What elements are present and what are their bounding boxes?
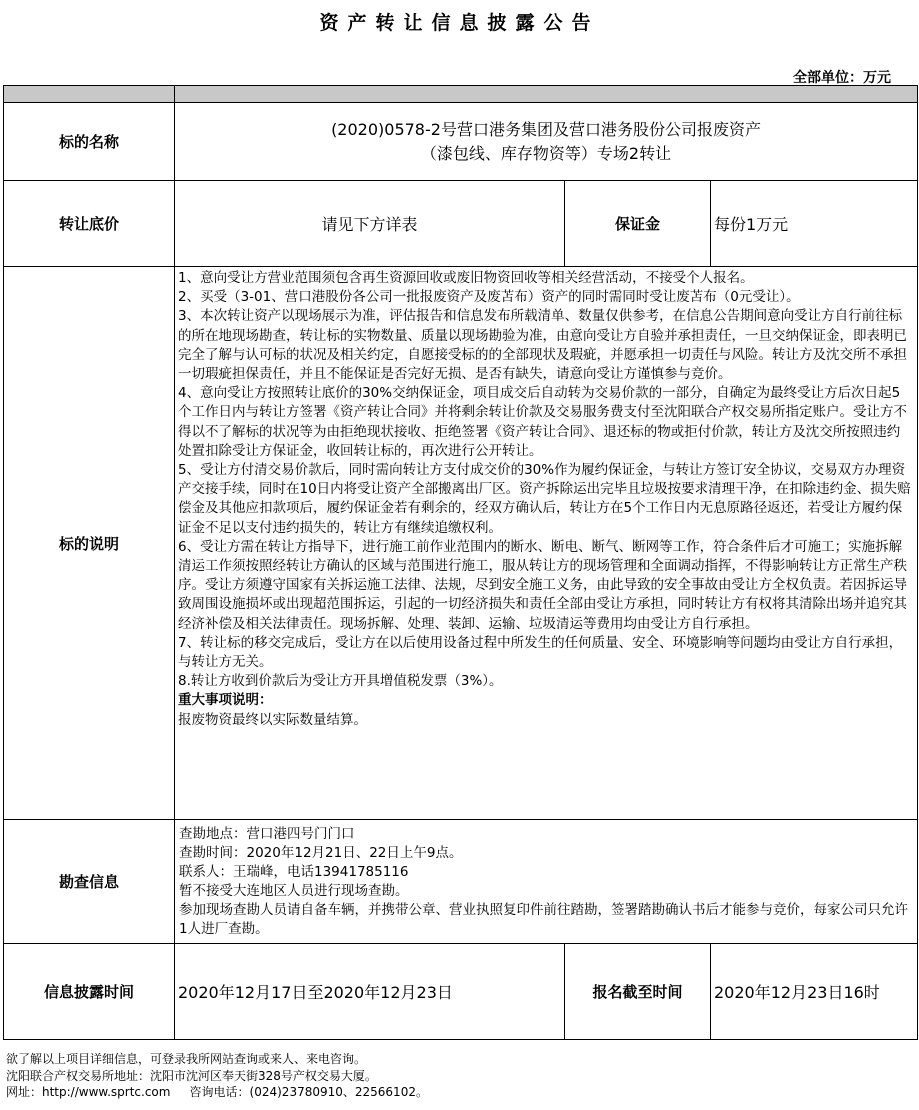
announcement-table (3, 85, 918, 1040)
item-name-line1: (2020)0578-2号营口港务集团及营口港务股份公司报废资产 (331, 119, 761, 139)
row-price (4, 181, 918, 267)
page-title: 资产转让信息披露公告 (319, 12, 600, 34)
description-item: 4、意向受让方按照转让底价的30%交纳保证金，项目成交后自动转为交易价款的一部分，自确定为最终受让方后次日起5个工作日内与转让方签署《资产转让合同》并将剩余转让价款及交易服务费支付至沈阳联合产权交易所指定账户。受让方不得以不了解标的状况等为由拒绝现状接收、拒绝签署《资产转让合同》、退还标的物或拒付价款，转让方及沈交所按照违约处置扣除受让方保证金，收回转让标的，再次进行公开转让。 (178, 385, 907, 459)
item-name-line2: （漆包线、库存物资等）专场2转让 (420, 143, 672, 163)
disclosure-value: 2020年12月17日至2020年12月23日 (175, 944, 565, 1040)
price-value: 请见下方详表 (175, 181, 565, 267)
inspection-line: 查勘地点：营口港四号门门口 (179, 825, 355, 842)
inspection-line: 参加现场查勘人员请自备车辆，并携带公章、营业执照复印件前往踏勘，签署踏勘确认书后才能参与竞价，每家公司只允许1人进厂查勘。 (179, 901, 908, 937)
description-item: 7、转让标的移交完成后，受让方在以后使用设备过程中所发生的任何质量、安全、环境影响等问题均由受让方自行承担，与转让方无关。 (178, 634, 903, 671)
deposit-value: 每份1万元 (711, 181, 918, 267)
major-matters-title: 重大事项说明： (178, 692, 273, 709)
description-item: 3、本次转让资产以现场展示为准，评估报告和信息发布所载清单、数量仅供参考，在信息公告期间意向受让方自行前往标的所在地现场勘查，转让标的实物数量、质量以现场勘验为准，由意向受让方自验并承担责任，一旦交纳保证金，即表明已完全了解与认可标的状况及相关约定，自愿接受标的的全部现状及瑕疵，并愿承担一切责任与风险。转让方及沈交所不承担一切瑕疵担保责任，并且不能保证是否完好无损、是否有缺失，请意向受让方谨慎参与竞价。 (178, 308, 907, 383)
description-item: 2、买受（3-01、营口港股份各公司一批报废资产及废苫布）资产的同时需同时受让废苫布（0元受让）。 (178, 289, 800, 306)
description-item: 5、受让方付清交易价款后，同时需向转让方支付成交价的30%作为履约保证金，与转让方签订安全协议，交易双方办理资产交接手续，同时在10日内将受让资产全部搬离出厂区。资产拆除运出完毕且垃圾按要求清理干净，在扣除违约金、损失赔偿金及其他应扣款项后，履约保证金若有剩余的，经双方确认后，转让方在5个工作日内无息原路径返还，若受让方履约保证金不足以支付违约损失的，转让方有继续追缴权利。 (178, 462, 911, 536)
row-inspection (4, 820, 918, 944)
description-item: 6、受让方需在转让方指导下，进行施工前作业范围内的断水、断电、断气、断网等工作，符合条件后才可施工；实施拆解清运工作须按照经转让方确认的区域与范围进行施工，服从转让方的现场管理和全面调动指挥，不得影响转让方正常生产秩序。受让方须遵守国家有关拆运施工法律、法规，尽到安全施工义务，由此导致的安全事故由受让方全权负责。若因拆运导致周围设施损坏或出现超范围拆运，引起的一切经济损失和责任全部由受让方承担，同时转让方有权将其清除出场并追究其经济补偿及相关法律责任。现场拆解、处理、装卸、运输、垃圾清运等费用均由受让方自行承担。 (178, 538, 907, 632)
row-description (4, 267, 918, 820)
item-name-value (175, 103, 918, 181)
inspection-line: 查勘时间：2020年12月21日、22日上午9点。 (179, 844, 463, 861)
row-disclosure (4, 944, 918, 1040)
footer-line: 沈阳联合产权交易所地址：沈阳市沈河区奉天街328号产权交易大厦。 (6, 1068, 377, 1083)
deadline-value: 2020年12月23日16时 (711, 944, 918, 1040)
deadline-label: 报名截至时间 (565, 944, 711, 1040)
description-item: 1、意向受让方营业范围须包含再生资源回收或废旧物资回收等相关经营活动，不接受个人报名。 (178, 270, 754, 286)
inspection-line: 暂不接受大连地区人员进行现场查勘。 (179, 882, 409, 899)
major-matters-text: 报废物资最终以实际数量结算。 (178, 711, 367, 728)
row-item-name (4, 103, 918, 181)
footer-line: 欲了解以上项目详细信息，可登录我所网站查询或来人、来电咨询。 (6, 1052, 367, 1066)
header-bar-cell (4, 86, 175, 103)
inspection-line: 联系人：王瑞峰，电话13941785116 (179, 863, 409, 880)
deposit-label: 保证金 (565, 181, 711, 267)
inspection-content (175, 820, 918, 944)
footer-notes (6, 1051, 428, 1101)
description-item: 8.转让方收到价款后为受让方开具增值税发票（3%）。 (178, 673, 503, 690)
description-content (175, 267, 918, 820)
price-label: 转让底价 (4, 181, 175, 267)
disclosure-label: 信息披露时间 (4, 944, 175, 1040)
header-bar-row (4, 86, 918, 103)
item-name-label: 标的名称 (4, 103, 175, 181)
inspection-label: 勘查信息 (4, 820, 175, 944)
description-label: 标的说明 (4, 267, 175, 820)
footer-line: 网址：http://www.sprtc.com 咨询电话：(024)23780910、22566102。 (6, 1085, 428, 1099)
unit-note: 全部单位：万元 (793, 70, 891, 86)
header-bar-cell (175, 86, 918, 103)
